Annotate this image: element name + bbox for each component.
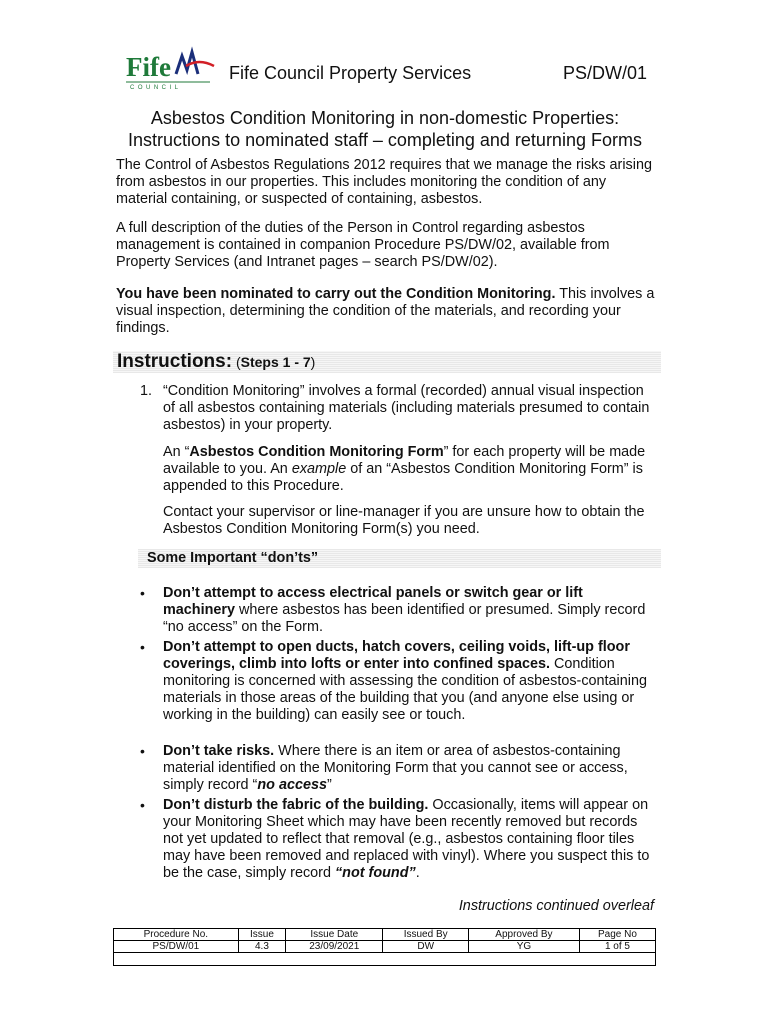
document-title-line1: Asbestos Condition Monitoring in non-domestic Properties: — [150, 108, 620, 128]
footer-value-cell: 4.3 — [238, 941, 285, 953]
dont-item-3: Don’t take risks. Where there is an item or area of asbestos-containing material identified on the Monitoring Form that you cannot see or access, simply record “no access” — [163, 743, 628, 793]
footer-header-row — [114, 929, 656, 941]
dont-item-4: Don’t disturb the fabric of the building. Occasionally, items will appear on your Monitoring Sheet which may have been recently removed but records not yet updated to reflect that removal (e.g., asbestos containing floor tiles may have been removed and replaced with vinyl). Where you suspect this to be the case, simply record “not found”. — [163, 797, 650, 881]
bullet-icon: • — [140, 639, 145, 655]
instructions-heading-label: Instructions: — [117, 351, 233, 372]
footer-value-cell: DW — [383, 941, 469, 953]
header-title: Fife Council Property Services — [229, 63, 472, 83]
continued-note: Instructions continued overleaf — [458, 898, 654, 914]
footer-value-cell: YG — [468, 941, 579, 953]
footer-table — [113, 928, 656, 965]
footer-header-cell: Page No — [579, 929, 655, 941]
header-ref: PS/DW/01 — [563, 63, 648, 83]
footer-value-cell: 1 of 5 — [579, 941, 655, 953]
dont-item-2: Don’t attempt to open ducts, hatch covers, ceiling voids, lift-up floor coverings, climb into lofts or enter into confined spaces. Condition monitoring is concerned with assessing the condition of asbestos-containing materials in those areas of the building that you (and anyone else using or working in the building) can easily see or touch. — [163, 639, 647, 723]
logo-text: Fife — [126, 52, 171, 82]
donts-heading: Some Important “don’ts” — [147, 550, 319, 566]
footer-empty-row — [114, 953, 656, 966]
document-title — [0, 107, 770, 151]
footer-header-cell: Procedure No. — [114, 929, 239, 941]
step-number: 1. — [140, 383, 153, 399]
intro-paragraph-1: The Control of Asbestos Regulations 2012 requires that we manage the risks arising from asbestos in our properties. This includes monitoring the condition of any material containing, or suspected of containing, asbestos. — [116, 157, 652, 207]
logo-subtext: COUNCIL — [130, 85, 182, 90]
bullet-icon: • — [140, 585, 145, 601]
nomination-bold: You have been nominated to carry out the Condition Monitoring. — [116, 286, 556, 302]
nomination-rest: This involves a visual inspection, determining the condition of the materials, and recording your findings. — [116, 286, 655, 336]
footer-value-row — [114, 941, 656, 953]
intro-paragraph-3 — [116, 286, 656, 337]
footer-header-cell: Issue Date — [286, 929, 383, 941]
step-1-form-text: An “Asbestos Condition Monitoring Form” for each property will be made available to you. An example of an “Asbestos Condition Monitoring Form” is appended to this Procedure. — [163, 444, 646, 494]
fife-council-logo — [124, 44, 216, 90]
footer-value-cell: PS/DW/01 — [114, 941, 239, 953]
document-title-line2: Instructions to nominated staff – completing and returning Forms — [128, 130, 642, 150]
footer-header-cell: Issued By — [383, 929, 469, 941]
bullet-icon: • — [140, 743, 145, 759]
instructions-heading — [117, 351, 315, 373]
bullet-icon: • — [140, 797, 145, 813]
step-1-contact-text: Contact your supervisor or line-manager if you are unsure how to obtain the Asbestos Condition Monitoring Form(s) you need. — [163, 504, 645, 537]
footer-header-cell: Issue — [238, 929, 285, 941]
footer-value-cell: 23/09/2021 — [286, 941, 383, 953]
intro-paragraph-2: A full description of the duties of the Person in Control regarding asbestos management is contained in companion Procedure PS/DW/02, available from Property Services (and Intranet pages – search PS/DW/02). — [116, 220, 610, 270]
step-1-text: “Condition Monitoring” involves a formal (recorded) annual visual inspection of all asbestos containing materials (including materials presumed to contain asbestos) in your property. — [163, 383, 650, 433]
footer-header-cell: Approved By — [468, 929, 579, 941]
dont-item-1: Don’t attempt to access electrical panels or switch gear or lift machinery where asbestos has been identified or presumed. Simply record “no access” on the Form. — [163, 585, 646, 635]
instructions-steps: (Steps 1 - 7) — [232, 354, 316, 370]
